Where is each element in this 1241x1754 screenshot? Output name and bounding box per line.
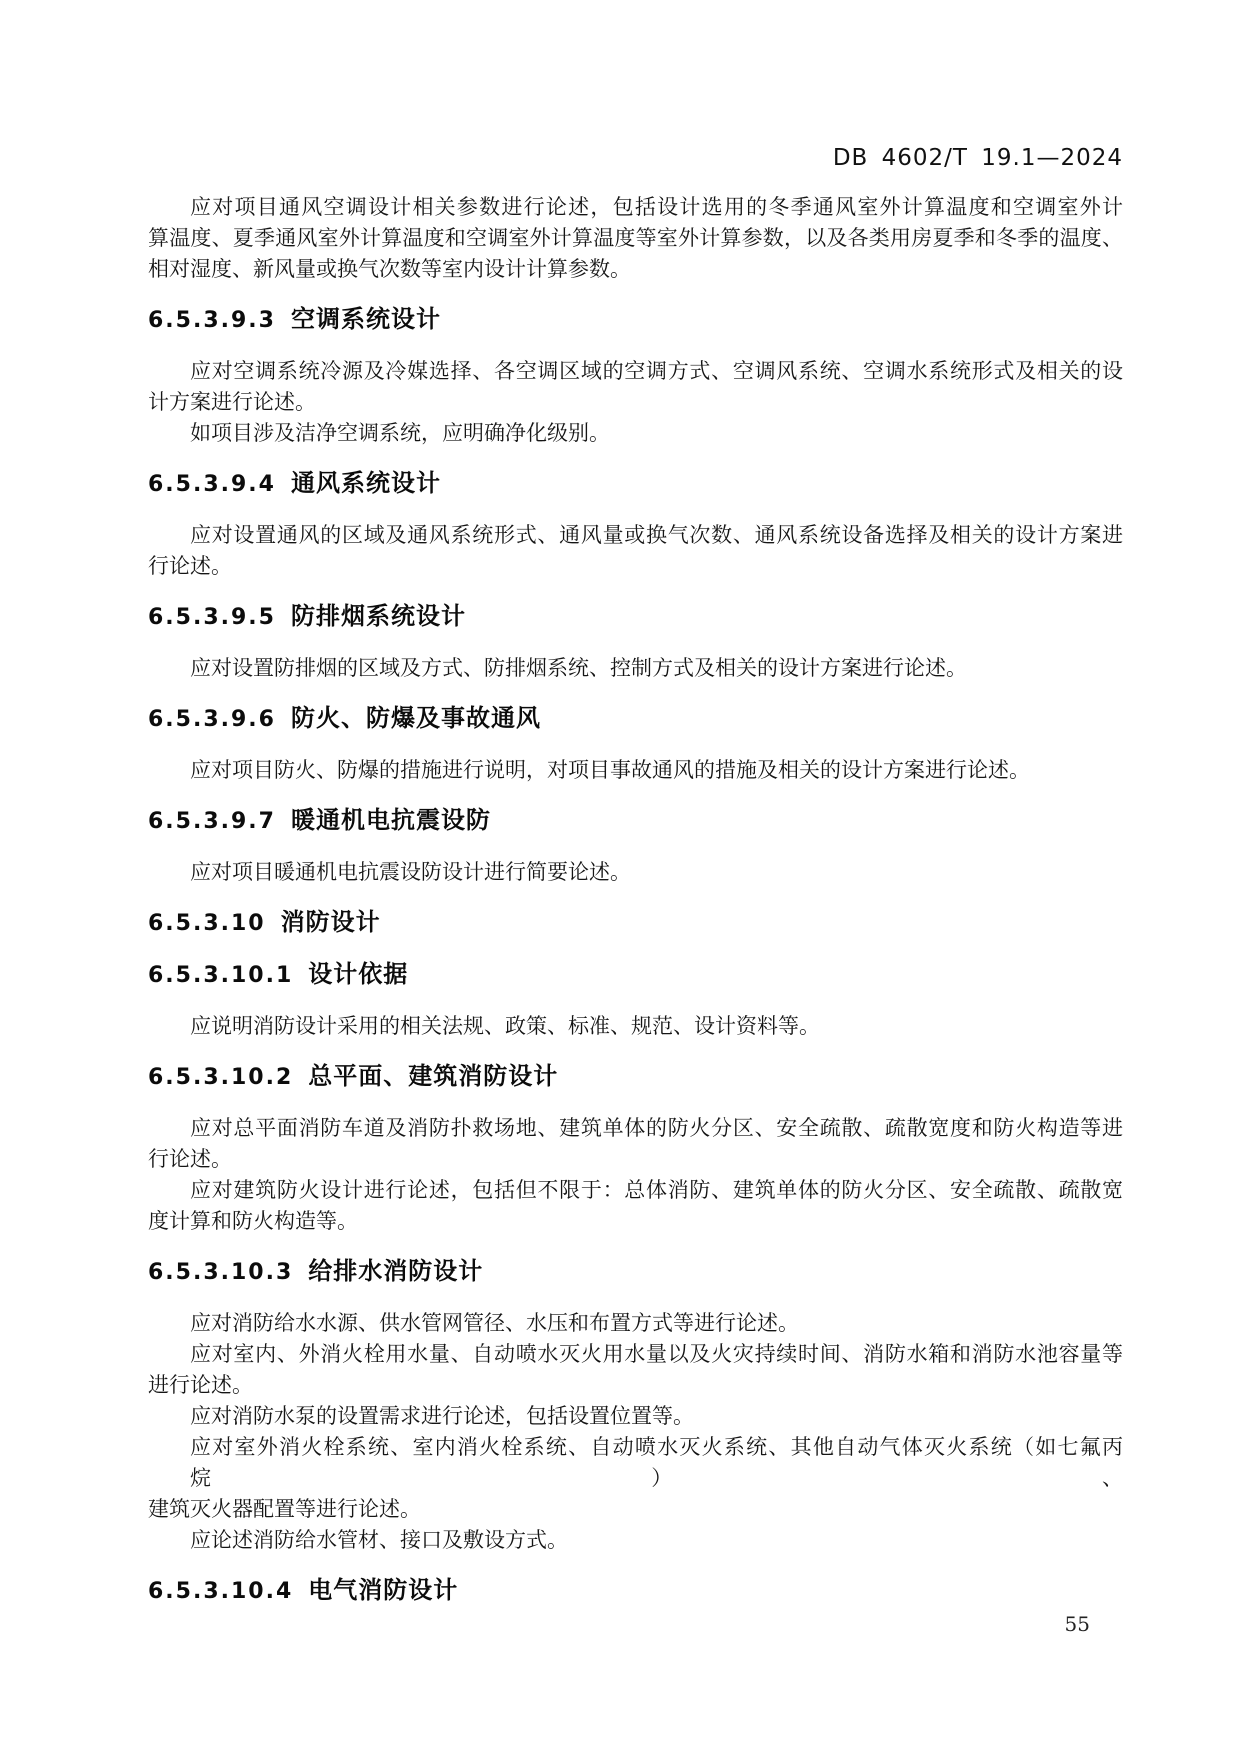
paragraph (148, 418, 1123, 449)
paragraph-line: 应说明消防设计采用的相关法规、政策、标准、规范、设计资料等。 (190, 1014, 820, 1038)
paragraph (148, 857, 1123, 888)
section-heading (148, 468, 1123, 501)
section-heading (148, 601, 1123, 634)
page-header-standard-code: DB 4602/T 19.1—2024 (832, 145, 1123, 171)
paragraph-line: 应对项目暖通机电抗震设防设计进行简要论述。 (190, 860, 631, 884)
paragraph (148, 520, 1123, 582)
paragraph-line: 进行论述。 (148, 1373, 253, 1397)
section-heading-number: 6.5.3.9.4 (148, 472, 276, 497)
paragraph-line: 应对室内、外消火栓用水量、自动喷水灭火用水量以及火灾持续时间、消防水箱和消防水池容量等 (190, 1342, 1123, 1366)
paragraph-line: 应对项目防火、防爆的措施进行说明，对项目事故通风的措施及相关的设计方案进行论述。 (190, 758, 1030, 782)
section-heading (148, 703, 1123, 736)
paragraph-line: 行论述。 (148, 554, 232, 578)
paragraph (148, 653, 1123, 684)
paragraph-line: 应对建筑防火设计进行论述，包括但不限于：总体消防、建筑单体的防火分区、安全疏散、疏散宽 (190, 1178, 1123, 1202)
paragraph-line: 应对项目通风空调设计相关参数进行论述，包括设计选用的冬季通风室外计算温度和空调室外计 (190, 195, 1123, 219)
section-heading-number: 6.5.3.10 (148, 911, 266, 936)
paragraph-line: 建筑灭火器配置等进行论述。 (148, 1497, 421, 1521)
section-heading-number: 6.5.3.10.1 (148, 963, 294, 988)
section-heading (148, 907, 1123, 940)
paragraph-line: 应对设置防排烟的区域及方式、防排烟系统、控制方式及相关的设计方案进行论述。 (190, 656, 967, 680)
section-heading (148, 304, 1123, 337)
paragraph-line: 相对湿度、新风量或换气次数等室内设计计算参数。 (148, 257, 631, 281)
paragraph-line: 如项目涉及洁净空调系统，应明确净化级别。 (190, 421, 610, 445)
paragraph (148, 1401, 1123, 1432)
paragraph (148, 1339, 1123, 1401)
paragraph-line: 度计算和防火构造等。 (148, 1209, 358, 1233)
paragraph (148, 1432, 1123, 1525)
section-heading-number: 6.5.3.9.5 (148, 605, 276, 630)
paragraph-line: 应对消防水泵的设置需求进行论述，包括设置位置等。 (190, 1404, 694, 1428)
paragraph-line: 应对室外消火栓系统、室内消火栓系统、自动喷水灭火系统、其他自动气体灭火系统（如七氟丙烷）、 (190, 1435, 1123, 1490)
paragraph (148, 1175, 1123, 1237)
paragraph-line: 应对消防给水水源、供水管网管径、水压和布置方式等进行论述。 (190, 1311, 799, 1335)
section-heading-title: 通风系统设计 (290, 469, 441, 497)
paragraph-line: 行论述。 (148, 1147, 232, 1171)
section-heading-number: 6.5.3.9.3 (148, 308, 276, 333)
section-heading (148, 1061, 1123, 1094)
section-heading-title: 防排烟系统设计 (290, 602, 466, 630)
section-heading-title: 暖通机电抗震设防 (290, 806, 491, 834)
paragraph (148, 1011, 1123, 1042)
paragraph-line: 计方案进行论述。 (148, 390, 316, 414)
section-heading (148, 1256, 1123, 1289)
paragraph (148, 1308, 1123, 1339)
section-heading-number: 6.5.3.10.2 (148, 1065, 294, 1090)
section-heading (148, 1575, 1123, 1608)
section-heading-number: 6.5.3.10.3 (148, 1260, 294, 1285)
paragraph (148, 755, 1123, 786)
section-heading-title: 防火、防爆及事故通风 (290, 704, 541, 732)
section-heading-number: 6.5.3.10.4 (148, 1579, 294, 1604)
paragraph-line: 应论述消防给水管材、接口及敷设方式。 (190, 1528, 568, 1552)
section-heading-title: 设计依据 (308, 960, 409, 988)
section-heading (148, 959, 1123, 992)
section-heading-title: 空调系统设计 (290, 305, 441, 333)
paragraph (148, 1525, 1123, 1556)
section-heading-title: 给排水消防设计 (308, 1257, 484, 1285)
section-heading (148, 805, 1123, 838)
paragraph (148, 356, 1123, 418)
section-heading-title: 消防设计 (280, 908, 381, 936)
paragraph (148, 1113, 1123, 1175)
paragraph-line: 应对总平面消防车道及消防扑救场地、建筑单体的防火分区、安全疏散、疏散宽度和防火构造等进 (190, 1116, 1123, 1140)
section-heading-number: 6.5.3.9.7 (148, 809, 276, 834)
section-heading-title: 电气消防设计 (308, 1576, 459, 1604)
section-heading-title: 总平面、建筑消防设计 (308, 1062, 559, 1090)
paragraph-line: 应对设置通风的区域及通风系统形式、通风量或换气次数、通风系统设备选择及相关的设计方案进 (190, 523, 1123, 547)
paragraph-line: 算温度、夏季通风室外计算温度和空调室外计算温度等室外计算参数，以及各类用房夏季和冬季的温度、 (148, 226, 1123, 250)
section-heading-number: 6.5.3.9.6 (148, 707, 276, 732)
page-number: 55 (1064, 1612, 1090, 1636)
paragraph-line: 应对空调系统冷源及冷媒选择、各空调区域的空调方式、空调风系统、空调水系统形式及相关的设 (190, 359, 1123, 383)
content (148, 192, 1123, 1627)
paragraph (148, 192, 1123, 285)
